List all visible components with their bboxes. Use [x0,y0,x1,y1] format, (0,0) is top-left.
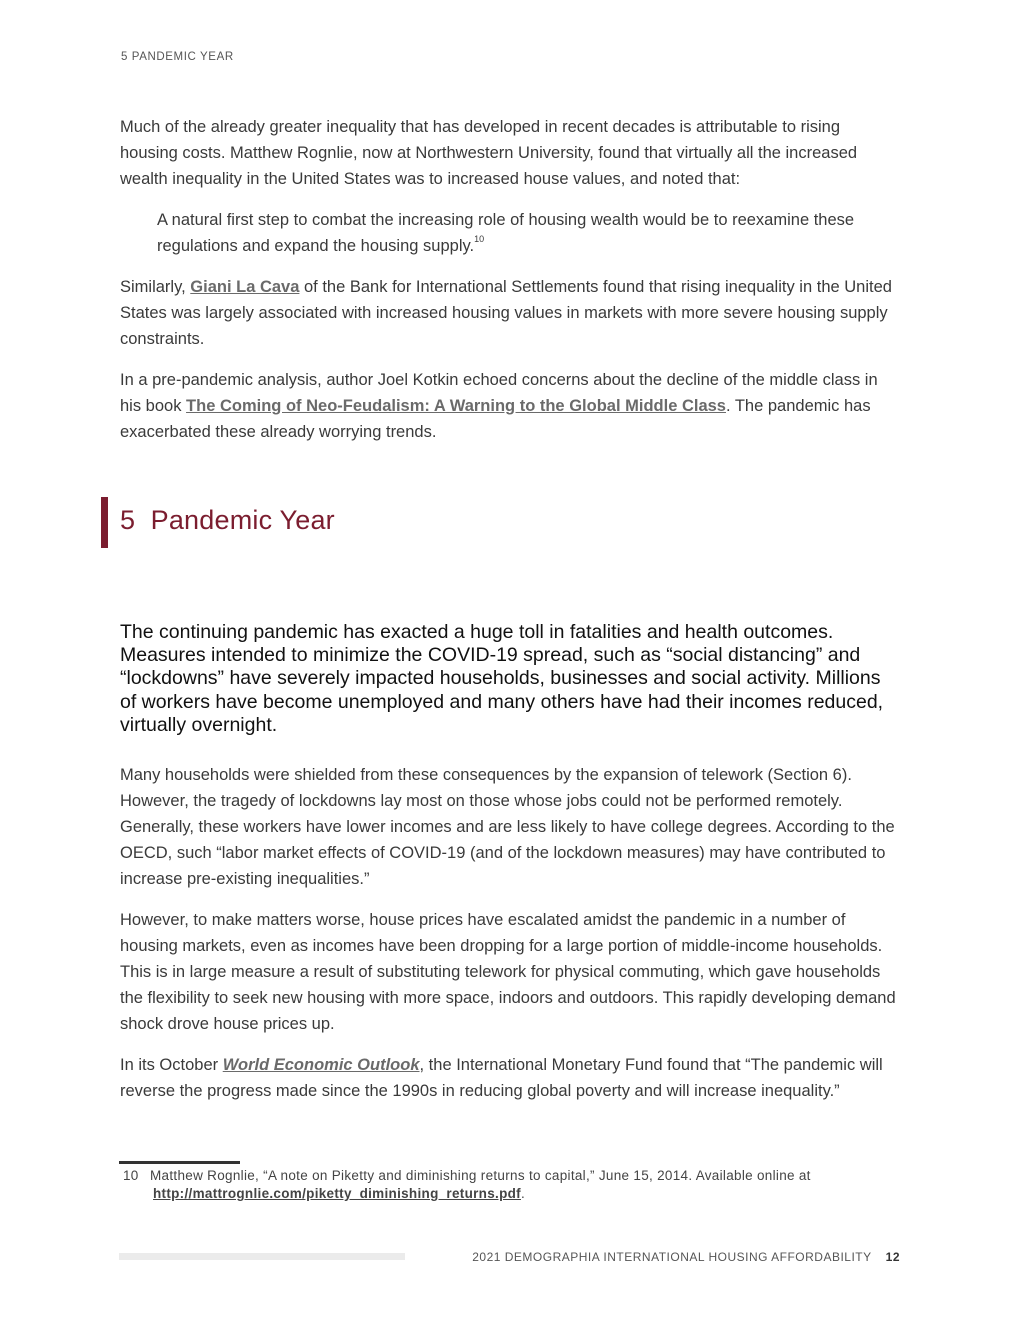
neo-feudalism-book-link[interactable]: The Coming of Neo-Feudalism: A Warning to the Global Middle Class [186,397,726,415]
page-number: 12 [885,1250,900,1264]
block-quote [157,207,867,259]
giani-la-cava-link[interactable]: Giani La Cava [190,278,300,296]
footnote-divider [119,1161,240,1164]
section-heading [120,505,335,536]
intro-paragraph-3 [120,367,900,445]
footnote-url-suffix: . [520,1186,526,1201]
footer-decorative-bar [119,1253,405,1260]
footnote-number: 10 [123,1168,139,1183]
section-accent-bar [101,497,108,548]
footnote-ref-10[interactable]: 10 [474,234,485,244]
intro-paragraph-3-lead: In a pre-pandemic analysis, author Joel Kotkin echoed concerns about the decline of the middle class in his book [120,371,878,415]
section-title: Pandemic Year [150,505,335,535]
running-head: 5 PANDEMIC YEAR [121,51,234,63]
section-paragraph-3-rest: , the International Monetary Fund found that “The pandemic will reverse the progress made since the 1990s in reducing global poverty and will increase inequality.” [120,1056,883,1100]
intro-paragraph-1: Much of the already greater inequality that has developed in recent decades is attributable to rising housing costs. Matthew Rognlie, now at Northwestern University, found that virtually all the increased wealth inequality in the United States was to increased house values, and noted that: [120,118,858,188]
intro-paragraph-2-lead: Similarly, [120,278,191,296]
world-economic-outlook-link[interactable]: World Economic Outlook [222,1056,420,1074]
intro-paragraph-2 [120,274,900,352]
intro-section [120,114,900,445]
footer-publication-title: 2021 DEMOGRAPHIA INTERNATIONAL HOUSING AFFORDABILITY [472,1250,872,1264]
section-paragraph-1: Many households were shielded from these consequences by the expansion of telework (Section 6). However, the tragedy of lockdowns lay most on those whose jobs could not be performed remotely. Generally, these workers have lower incomes and are less likely to have college degrees. According to the OECD, such “labor market effects of COVID-19 (and of the lockdown measures) may have contributed to increase pre-existing inequalities.” [120,766,895,888]
intro-paragraph-3-rest: . The pandemic has exacerbated these already worrying trends. [120,397,871,441]
page-footer [472,1250,900,1264]
section-paragraph-3 [120,1052,900,1104]
section-paragraph-3-lead: In its October [120,1056,223,1074]
section-lead-paragraph: The continuing pandemic has exacted a huge toll in fatalities and health outcomes. Measures intended to minimize the COVID-19 spread, such as “social distancing” and “lockdowns” have severely impacted households, businesses and social activity. Millions of workers have become unemployed and many others have had their incomes reduced, virtually overnight. [120,621,884,736]
block-quote-text: A natural first step to combat the increasing role of housing wealth would be to reexamine these regulations and expand the housing supply. [157,211,855,255]
footnote-url-link[interactable]: http://mattrognlie.com/piketty_diminishing_returns.pdf [153,1186,521,1201]
footnote-text: Matthew Rognlie, “A note on Piketty and diminishing returns to capital,” June 15, 2014. Available online at [150,1168,811,1183]
section-body [120,762,900,1104]
section-number: 5 [120,505,136,535]
footnote-10 [123,1167,903,1203]
intro-paragraph-2-rest: of the Bank for International Settlements found that rising inequality in the United States was largely associated with increased housing values in markets with more severe housing supply constraints. [120,278,892,348]
section-paragraph-2: However, to make matters worse, house prices have escalated amidst the pandemic in a number of housing markets, even as incomes have been dropping for a large portion of middle-income households. This is in large measure a result of substituting telework for physical commuting, which gave households the flexibility to seek new housing with more space, indoors and outdoors. This rapidly developing demand shock drove house prices up. [120,911,896,1033]
